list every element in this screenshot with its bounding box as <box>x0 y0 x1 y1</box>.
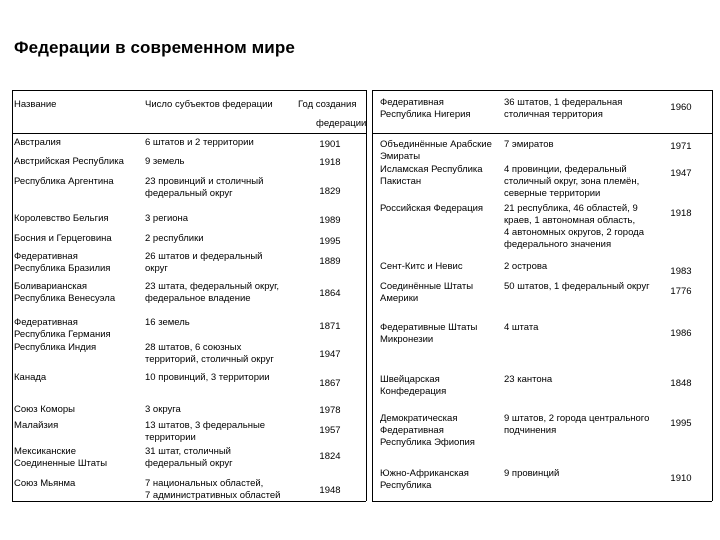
row-year: 1957 <box>319 425 341 436</box>
row-name: Союз Коморы <box>14 404 76 415</box>
row-name: Босния и Герцеговина <box>14 233 112 244</box>
row-subjects: 10 провинций, 3 территории <box>145 372 270 383</box>
row-year: 1986 <box>670 328 692 339</box>
row-name: Австралия <box>14 137 61 148</box>
row-name: Российская Федерация <box>380 203 484 214</box>
row-year: 1995 <box>319 236 341 247</box>
row-subjects: 31 штат, столичный федеральный округ <box>145 446 233 469</box>
row-year: 1848 <box>670 378 692 389</box>
row-name: Федеративные Штаты Микронезии <box>380 322 478 345</box>
row-year: 1960 <box>670 102 692 113</box>
row-name: Федеративная Республика Бразилия <box>14 251 111 274</box>
row-subjects: 36 штатов, 1 федеральная столичная территория <box>504 97 623 120</box>
row-year: 1947 <box>319 349 341 360</box>
row-year: 1910 <box>670 473 692 484</box>
row-year: 1948 <box>319 485 341 496</box>
table-header-divider <box>12 133 366 134</box>
right-table-border-bottom <box>372 501 712 502</box>
table-border-top <box>12 90 366 91</box>
page-title: Федерации в современном мире <box>14 38 295 57</box>
header-name: Название <box>14 99 57 110</box>
row-subjects: 16 земель <box>145 317 190 328</box>
row-year: 1989 <box>319 215 341 226</box>
row-subjects: 7 эмиратов <box>504 139 554 150</box>
right-table-divider <box>372 133 712 134</box>
row-name: Сент-Китс и Невис <box>380 261 463 272</box>
header-year: Год создания <box>298 99 357 110</box>
row-name: Королевство Бельгия <box>14 213 109 224</box>
table-border-vertical <box>366 90 367 501</box>
row-subjects: 4 штата <box>504 322 539 333</box>
row-name: Демократическая Федеративная Республика Эфиопия <box>380 413 475 448</box>
row-year: 1918 <box>670 208 692 219</box>
row-name: Австрийская Республика <box>14 156 124 167</box>
row-name: Канада <box>14 372 47 383</box>
row-subjects: 3 региона <box>145 213 189 224</box>
row-name: Швейцарская Конфедерация <box>380 374 447 397</box>
row-year: 1947 <box>670 168 692 179</box>
row-year: 1829 <box>319 186 341 197</box>
row-name: Южно-Африканская Республика <box>380 468 469 491</box>
table-border-vertical <box>12 90 13 501</box>
table-border-vertical <box>372 90 373 501</box>
row-subjects: 9 земель <box>145 156 185 167</box>
row-subjects: 2 республики <box>145 233 204 244</box>
row-name: Мексиканские Соединенные Штаты <box>14 446 108 469</box>
row-year: 1971 <box>670 141 692 152</box>
row-year: 1918 <box>319 157 341 168</box>
row-subjects: 9 штатов, 2 города центрального подчинения <box>504 413 650 436</box>
row-subjects: 13 штатов, 3 федеральные территории <box>145 420 266 443</box>
row-subjects: 6 штатов и 2 территории <box>145 137 254 148</box>
row-name: Боливарианская Республика Венесуэла <box>14 281 116 304</box>
row-subjects: 23 провинций и столичный федеральный округ <box>145 176 264 199</box>
row-name: Союз Мьянма <box>14 478 76 489</box>
row-name: Федеративная Республика Нигерия <box>380 97 471 120</box>
row-name: Соединённые Штаты Америки <box>380 281 474 304</box>
row-subjects: 50 штатов, 1 федеральный округ <box>504 281 650 292</box>
row-year: 1889 <box>319 256 341 267</box>
row-name: Объединённые Арабские Эмираты <box>380 139 492 162</box>
table-border-vertical <box>712 90 713 501</box>
row-name: Республика Индия <box>14 342 97 353</box>
row-year: 1824 <box>319 451 341 462</box>
row-name: Федеративная Республика Германия <box>14 317 111 340</box>
row-subjects: 3 округа <box>145 404 181 415</box>
row-subjects: 26 штатов и федеральный округ <box>145 251 263 274</box>
row-name: Республика Аргентина <box>14 176 114 187</box>
row-subjects: 28 штатов, 6 союзных территорий, столичный округ <box>145 342 274 365</box>
row-subjects: 4 провинции, федеральный столичный округ, зона племён, северные территории <box>504 164 640 199</box>
right-table-border-top <box>372 90 712 91</box>
header-subjects: Число субъектов федерации <box>145 99 273 110</box>
row-year: 1867 <box>319 378 341 389</box>
row-year: 1978 <box>319 405 341 416</box>
row-subjects: 21 республика, 46 областей, 9 краев, 1 автономная область, 4 автономных округов, 2 города федерального значения <box>504 203 644 250</box>
row-name: Исламская Республика Пакистан <box>380 164 483 187</box>
row-year: 1995 <box>670 418 692 429</box>
row-subjects: 7 национальных областей, 7 административных областей <box>145 478 281 501</box>
row-year: 1871 <box>319 321 341 332</box>
row-name: Малайзия <box>14 420 59 431</box>
row-subjects: 9 провинций <box>504 468 560 479</box>
header-year-line2: федерации <box>316 118 367 129</box>
row-subjects: 2 острова <box>504 261 548 272</box>
row-year: 1983 <box>670 266 692 277</box>
row-subjects: 23 кантона <box>504 374 553 385</box>
row-year: 1776 <box>670 286 692 297</box>
row-subjects: 23 штата, федеральный округ, федеральное владение <box>145 281 280 304</box>
row-year: 1864 <box>319 288 341 299</box>
row-year: 1901 <box>319 139 341 150</box>
